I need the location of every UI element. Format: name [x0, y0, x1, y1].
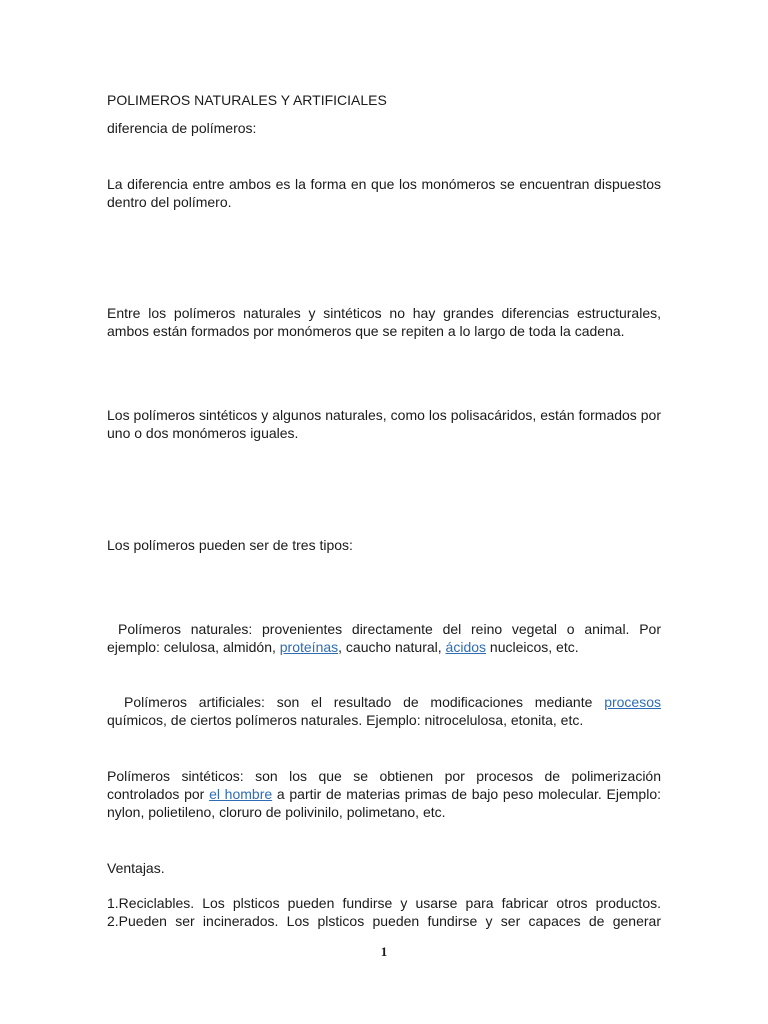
paragraph-monomers: Los polímeros sintéticos y algunos naturales, como los polisacáridos, están formados por uno o dos monómeros iguales.	[107, 407, 661, 441]
link-procesos[interactable]: procesos	[604, 694, 661, 710]
paragraph-difference: La diferencia entre ambos es la forma en que los monómeros se encuentran dispuestos dentro del polímero.	[107, 176, 661, 210]
synthetic-text-1: Polímeros sintéticos: son los que se obtienen por procesos de polimerización controlados por	[107, 768, 661, 802]
paragraph-synthetic-polymers	[107, 767, 661, 821]
paragraph-types: Los polímeros pueden ser de tres tipos:	[107, 537, 353, 553]
natural-text-3: nucleicos, etc.	[486, 639, 579, 655]
artificial-text-1: Polímeros artificiales: son el resultado de modificaciones mediante	[124, 694, 605, 710]
paragraph-structure: Entre los polímeros naturales y sintéticos no hay grandes diferencias estructurales, ambos están formados por monómeros que se repiten a lo largo de toda la cadena.	[107, 305, 661, 339]
artificial-text-2: químicos, de ciertos polímeros naturales. Ejemplo: nitrocelulosa, etonita, etc.	[107, 712, 584, 728]
natural-text-2: , caucho natural,	[338, 639, 446, 655]
link-el-hombre[interactable]: el hombre	[209, 786, 273, 802]
page-number: 1	[380, 944, 388, 959]
link-acidos[interactable]: ácidos	[445, 639, 487, 655]
paragraph-natural-polymers	[107, 620, 661, 656]
natural-text-1: Polímeros naturales: provenientes directamente del reino vegetal o animal. Por ejemplo: celulosa, almidón,	[107, 621, 661, 655]
paragraph-artificial-polymers	[107, 693, 661, 729]
link-proteinas[interactable]: proteínas	[279, 639, 339, 655]
ventajas-heading: Ventajas.	[107, 860, 165, 876]
subtitle: diferencia de polímeros:	[107, 120, 257, 136]
synthetic-text-2: a partir de materias primas de bajo peso molecular. Ejemplo: nylon, polietileno, cloruro de polivinilo, polimetano, etc.	[107, 786, 661, 820]
document-title: POLIMEROS NATURALES Y ARTIFICIALES	[107, 92, 387, 108]
ventajas-item-2: 2.Pueden ser incinerados. Los plsticos pueden fundirse y ser capaces de generar	[107, 913, 661, 929]
ventajas-item-1: 1.Reciclables. Los plsticos pueden fundirse y usarse para fabricar otros productos.	[107, 895, 661, 911]
